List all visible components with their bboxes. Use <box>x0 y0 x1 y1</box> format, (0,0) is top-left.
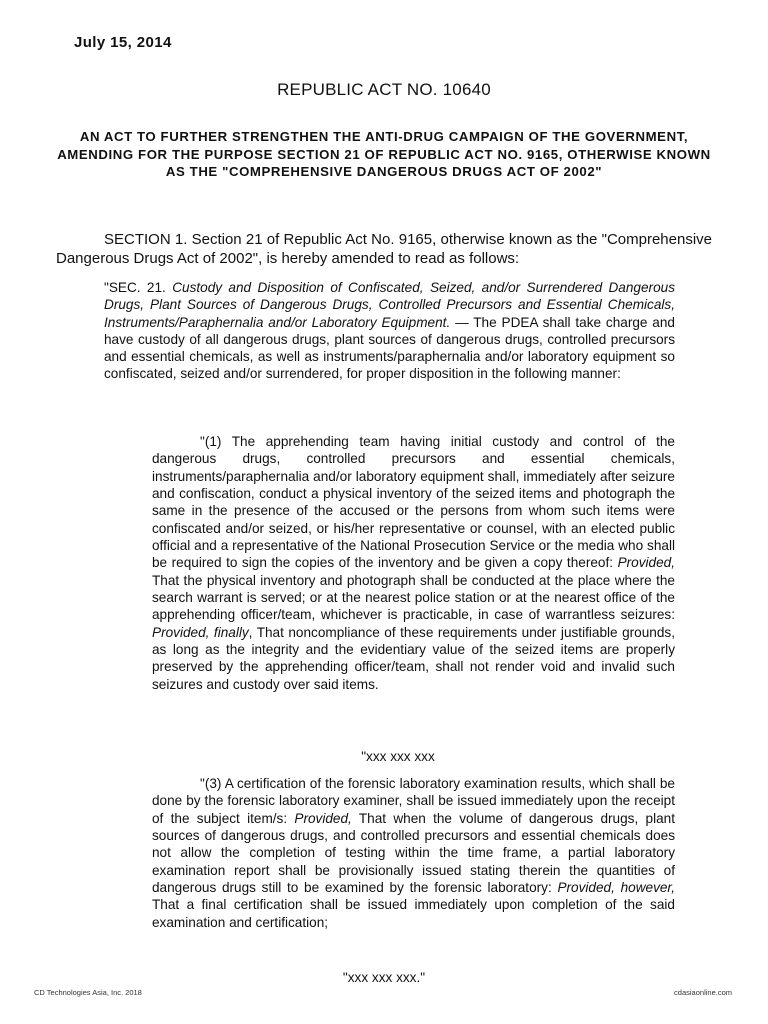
para3-proviso-1: Provided, <box>294 810 352 826</box>
footer-website: cdasiaonline.com <box>674 988 732 997</box>
sec21-body: — The PDEA shall take charge and have custody of all dangerous drugs, plant sources of dangerous drugs, controlled precursors and essential chemicals, as well as instruments/paraphernalia and/or laboratory equipment so confiscated, seized and/or surrendered, for proper disposition in the following manner: <box>104 314 675 382</box>
section-1-paragraph: SECTION 1. Section 21 of Republic Act No. 9165, otherwise known as the "Comprehensive Dangerous Drugs Act of 2002", is hereby amended to read as follows: <box>56 231 712 267</box>
act-title: AN ACT TO FURTHER STRENGTHEN THE ANTI-DRUG CAMPAIGN OF THE GOVERNMENT, AMENDING FOR THE PURPOSE SECTION 21 OF REPUBLIC ACT NO. 9165, OTHERWISE KNOWN AS THE "COMPREHENSIVE DANGEROUS DRUGS ACT OF 2002" <box>57 129 711 179</box>
para1-text-3: , That noncompliance of these requirements under justifiable grounds, as long as the integrity and the evidentiary value of the seized items are properly preserved by the apprehending officer/team, shall not render void and invalid such seizures and custody over said items. <box>152 624 675 692</box>
para1-proviso-2: Provided, finally <box>152 624 249 640</box>
para1-text-2: That the physical inventory and photograph shall be conducted at the place where the search warrant is served; or at the nearest police station or at the nearest office of the apprehending officer/team, whichever is practicable, in case of warrantless seizures: <box>152 572 675 623</box>
document-date: July 15, 2014 <box>74 34 172 51</box>
paragraph-3 <box>152 775 675 931</box>
para3-proviso-2: Provided, however, <box>557 880 675 896</box>
para1-text-1: "(1) The apprehending team having initial custody and control of the dangerous drugs, controlled precursors and essential chemicals, instruments/paraphernalia and/or laboratory equipment shall, immediately after seizure and confiscation, conduct a physical inventory of the seized items and photograph the same in the presence of the accused or the persons from whom such items were confiscated and/or seized, or his/her representative or counsel, with an elected public official and a representative of the National Prosecution Service or the media who shall be required to sign the copies of the inventory and be given a copy thereof: <box>152 434 675 571</box>
sec21-prefix: "SEC. 21. <box>104 280 173 295</box>
sec21-heading: Custody and Disposition of Confiscated, Seized, and/or Surrendered Dangerous Drugs, Plant Sources of Dangerous Drugs, Controlled Precursors and Essential Chemicals, Instruments/Paraphernalia and/or Laboratory Equipment. <box>104 280 675 330</box>
para1-proviso-1: Provided, <box>617 555 675 571</box>
omission-marker-2: "xxx xxx xxx." <box>342 970 426 985</box>
act-number-heading: REPUBLIC ACT NO. 10640 <box>277 80 491 99</box>
footer-copyright: CD Technologies Asia, Inc. 2018 <box>34 988 142 997</box>
para3-text-3: That a final certification shall be issued immediately upon completion of the said examination and certification; <box>152 897 675 930</box>
para3-text-2: That when the volume of dangerous drugs, plant sources of dangerous drugs, and controlled precursors and essential chemicals does not allow the completion of testing within the time frame, a partial laboratory examination report shall be provisionally issued stating therein the quantities of dangerous drugs still to be examined by the forensic laboratory: <box>152 810 675 896</box>
omission-marker-1: "xxx xxx xxx <box>361 749 435 764</box>
paragraph-1 <box>152 433 675 693</box>
para3-text-1: "(3) A certification of the forensic laboratory examination results, which shall be done by the forensic laboratory examiner, shall be issued immediately upon the receipt of the subject item/s: <box>152 776 675 826</box>
section-21-paragraph <box>104 279 675 383</box>
